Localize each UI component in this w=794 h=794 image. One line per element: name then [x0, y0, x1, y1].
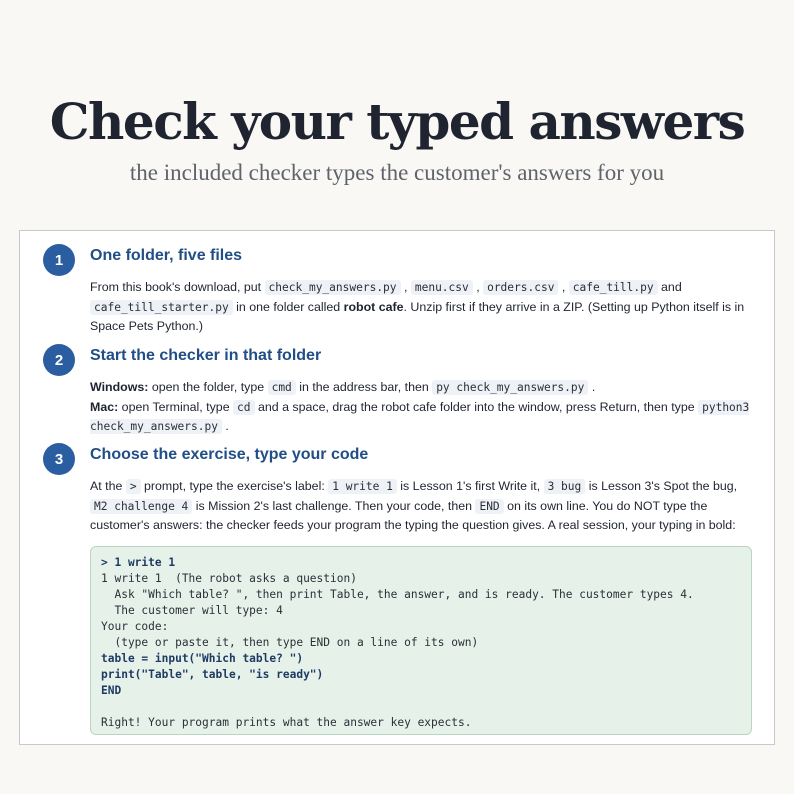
body-text: prompt, type the exercise's label: — [140, 479, 329, 493]
inline-code: 1 write 1 — [328, 479, 397, 494]
body-text: is Lesson 1's first Write it, — [396, 479, 544, 493]
step-number-badge: 3 — [43, 443, 75, 475]
inline-code: cd — [233, 400, 254, 415]
bold-text: Windows: — [90, 380, 149, 394]
code-line: Right! Your program prints what the answer key expects. — [101, 716, 472, 729]
body-text: in one folder called — [232, 299, 344, 314]
body-text: in the address bar, then — [295, 380, 433, 394]
inline-code: orders.csv — [483, 280, 558, 295]
inline-code: M2 challenge 4 — [90, 499, 192, 514]
page-title: Check your typed answers — [49, 92, 745, 151]
body-text: At the — [90, 479, 126, 493]
inline-code: py check_my_answers.py — [432, 380, 588, 395]
body-text: and a space, drag the robot cafe folder into the window, press Return, then type — [254, 399, 699, 414]
body-text: . Unzip first if they arrive in a ZIP. (Setting up Python itself is in Space Pets Python.) — [90, 299, 745, 333]
body-text: , — [400, 280, 411, 294]
bold-text: robot cafe — [343, 299, 404, 314]
inline-code: 3 bug — [544, 479, 586, 494]
session-code-block — [90, 546, 752, 735]
body-text: open the folder, type — [148, 380, 268, 394]
body-text: open Terminal, type — [118, 399, 234, 414]
code-line — [101, 699, 741, 715]
body-text: is Mission 2's last challenge. Then your code, then — [192, 498, 476, 513]
inline-code: python3 check_my_answers.py — [90, 400, 750, 433]
step-title: Start the checker in that folder — [90, 347, 322, 364]
body-text: is Lesson 3's Spot the bug, — [585, 479, 738, 493]
code-line: table = input("Which table? ") — [101, 652, 304, 665]
code-line: Your code: — [101, 620, 169, 633]
step-number-badge: 2 — [43, 344, 75, 376]
page-subtitle: the included checker types the customer's answers for you — [129, 160, 665, 185]
step-body — [90, 477, 754, 536]
inline-code: menu.csv — [411, 280, 473, 295]
body-text: and — [657, 280, 682, 294]
body-text: . — [588, 380, 596, 394]
code-line: The customer will type: 4 — [101, 604, 283, 617]
step-body — [90, 378, 754, 437]
instructions-card — [19, 230, 775, 745]
body-text: , — [558, 280, 569, 294]
inline-code: cmd — [268, 380, 296, 395]
code-line: END — [101, 684, 122, 697]
step-number-badge: 1 — [43, 244, 75, 276]
inline-code: END — [475, 499, 503, 514]
step-title: Choose the exercise, type your code — [90, 446, 369, 463]
body-text: , — [472, 280, 484, 294]
inline-code: check_my_answers.py — [265, 280, 401, 295]
code-line: > 1 write 1 — [101, 556, 176, 569]
step-title: One folder, five files — [90, 247, 243, 264]
step-body — [90, 278, 754, 337]
code-line: print("Table", table, "is ready") — [101, 668, 324, 681]
inline-code: cafe_till.py — [569, 280, 658, 295]
code-line: (type or paste it, then type END on a line of its own) — [101, 636, 479, 649]
body-text: From this book's download, put — [90, 280, 265, 294]
code-line: Ask "Which table? ", then print Table, the answer, and is ready. The customer types 4. — [101, 588, 694, 601]
inline-code: cafe_till_starter.py — [90, 300, 233, 315]
bold-text: Mac: — [90, 399, 119, 414]
inline-code: > — [126, 479, 141, 494]
code-line: 1 write 1 (The robot asks a question) — [101, 572, 357, 585]
body-text: . — [221, 419, 229, 433]
body-text: on its own line. You do NOT type the customer's answers: the checker feeds your program the typing the question gives. A real session, your typing in bold: — [90, 498, 736, 532]
